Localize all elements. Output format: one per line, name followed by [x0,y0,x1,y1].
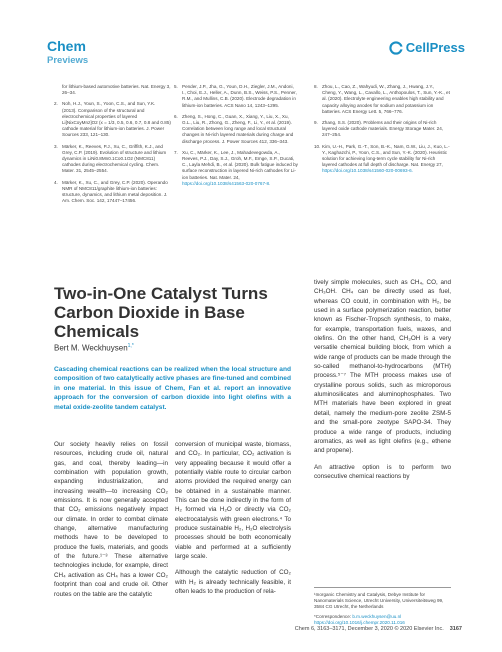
reference-item: 10. Kim, U.-H., Park, G.-T., Son, B.-K., Nam, G.W., Liu, J., Kuo, L.-Y., Kaghazchi, P., Yoon, C.S., and Sun, Y.-K. (2020). Heuristic solution for achieving long-term cycle stability for Ni-rich layered cathodes at full depth of discharge. Nat. Energy 27, https://doi.org/10.1038/s41560-020-00693-6. [314,143,450,174]
publisher-logo[interactable] [389,40,465,55]
reference-item: 4. Märker, K., Xu, C., and Grey, C.P. (2020). Operando NMR of NMC811/graphite lithium-ion batteries: structure, dynamics, and lithium metal deposition. J. Am. Chem. Soc. 142, 17447–17456. [54,179,168,204]
body-paragraph: tively simple molecules, such as CH₄, CO, and CH₃OH. CH₄ can be directly used as fuel, whereas CO could, in combination with H₂, be used in a surface polymerization reaction, better known as Fischer-Tropsch synthesis, to make, for example, transportation fuels, waxes, and olefins. On the other hand, CH₃OH is a very versatile chemical building block, from which a wide range of products can be made through the so-called methanol-to-hydrocarbons (MTH) process.⁵⁻⁷ The MTH process makes use of crystalline porous solids, such as microporous aluminosilicates and aluminophosphates. Two MTH materials have been explored in great detail, namely the medium-pore zeolite ZSM-5 and the small-pore zeotype SAPO-34. They produce a wide range of products, including aromatics, as well as light olefins (e.g., ethene and propene). [314,279,451,455]
body-paragraph: conversion of municipal waste, biomass, and CO₂. In particular, CO₂ activation is very appealing because it would offer a potentially viable route to circular carbon atoms provided the required energy can be obtained in a sustainable manner. This can be done indirectly in the form of H₂ formed via H₂O or directly via CO₂ electrocatalysis with green electrons.⁴ To produce sustainable H₂, H₂O electrolysis processes should be both economically viable and performed at a sufficiently large scale. [175,441,291,561]
page-number: 3167 [449,626,462,632]
article-title: Two-in-One Catalyst Turns Carbon Dioxide in Base Chemicals [54,284,268,341]
page-footer [295,626,462,632]
references-column-2 [174,84,298,192]
cellpress-icon [389,41,403,55]
article-author [54,343,134,353]
correspondence-label: *Correspondence: [314,613,353,619]
reference-item: 9. Zhang, S.S. (2020). Problems and their origins of Ni-rich layered oxide cathode materials. Energy Storage Mater. 24, 247–254. [314,120,444,138]
reference-item: 6. Zheng, S., Hong, C., Guan, X., Xiang, Y., Liu, X., Xu, G.L., Liu, R., Zhong, G., Zheng, F., Li, Y., et al. (2019). Correlation between long range and local structural changes in Ni-rich layered materials during charge and discharge process. J. Power Sources 412, 336–343. [174,113,294,144]
doi-link[interactable]: https://doi.org/10.1038/s41560-020-00693-6. [322,168,413,174]
publisher-name: CellPress [405,40,465,55]
reference-item: 3. Märker, K., Reeves, P.J., Xu, C., Griffith, K.J., and Grey, C.P. (2019). Evolution of structure and lithium dynamics in LiNi0.8Mn0.1Co0.1O2 (NMC811) cathodes during electrochemical cycling. Chem. Mater. 31, 2545–2554. [54,143,167,174]
body-column-1 [54,440,168,606]
reference-item: 5. Pender, J.P., Jha, G., Youn, D.H., Ziegler, J.M., Andoni, I., Choi, E.J., Heller, A., Dunn, B.S., Weiss, P.S., Penner, R.M., and Mullins, C.B. (2020). Electrode degradation in lithium-ion batteries. ACS Nano 14, 1243–1295. [174,84,297,108]
affiliation-text: ¹Inorganic Chemistry and Catalysis, Debye Institute for Nanomaterials Science, Utrecht University, Universiteitsweg 99, 3584 CG Utrecht, the Netherlands [314,592,444,610]
journal-title[interactable]: Chem [47,38,86,54]
reference-item: for lithium-based automotive batteries. Nat. Energy 3, 26–34. [62,84,171,96]
body-column-3 [314,278,451,488]
author-name[interactable]: Bert M. Weckhuysen [54,343,128,353]
doi-link[interactable]: https://doi.org/10.1016/j.chempr.2020.11.016 [314,619,405,625]
reference-item: 2. Noh, H.J., Youn, S., Yoon, C.S., and Sun, Y.K. (2013). Comparison of the structural and electrochemical properties of layered Li[NixCoyMnz]O2 (x = 1/3, 0.5, 0.6, 0.7, 0.8 and 0.85) cathode material for lithium-ion batteries. J. Power Sources 233, 121–130. [54,101,171,138]
body-paragraph: Our society heavily relies on fossil resources, including crude oil, natural gas, and coal, thereby leading—in combination with population growth, expanding industrialization, and increasing wealth—to increasing CO₂ emissions. It is now generally accepted that CO₂ emissions negatively impact our climate. In order to combat climate change, alternative manufacturing methods have to be developed to produce the fuels, materials, and goods of the future.¹⁻³ These alternative technologies include, for example, direct CH₄ activation as CH₄ has a lower CO₂ footprint than coal and crude oil. Other routes on the table are the catalytic [54,441,168,598]
body-column-2 [175,440,291,604]
article-abstract: Cascading chemical reactions can be realized when the local structure and composition of two catalytically active phases are fine-tuned and combined in one material. In this issue of Chem, Fan et al. report an innovative approach for the conversion of carbon dioxide into light olefins with a metal oxide-zeolite tandem catalyst. [54,366,291,411]
affiliation-footnote [314,587,451,626]
doi-link[interactable]: https://doi.org/10.1038/s41563-020-0767-8. [182,180,271,186]
references-column-1 [54,84,171,209]
citation-text: Chem 6, 3163–3171, December 3, 2020 © 2020 Elsevier Inc. [294,626,444,632]
section-label: Previews [47,55,89,66]
reference-item: 7. Xu, C., Märker, K., Lee, J., Mahadevegowda, A., Reeves, P.J., Day, S.J., Groh, M.F., Emge, S.P., Ducati, C., Layla Mehdi, B., et al. (2020). Bulk fatigue induced by surface reconstruction in layered Ni-rich cathodes for Li-ion batteries. Nat. Mater. 24, https://doi.org/10.1038/s41563-020-0767-8. [174,149,298,186]
body-paragraph: An attractive option is to perform two consecutive chemical reactions by [314,463,451,480]
email-link[interactable]: b.m.weckhuysen@uu.nl [352,613,402,619]
page-header [0,0,502,70]
author-marks: 1,* [127,343,134,349]
body-paragraph: Although the catalytic reduction of CO₂ with H₂ is already technically feasible, it often leads to the production of rela- [175,569,291,596]
reference-item: 8. Zhou, L., Cao, Z., Wahyudi, W., Zhang, J., Hwang, J.Y., Cheng, Y., Wang, L., Cavallo, L., Anthopoulos, T., Sun, Y.-K., et al. (2020). Electrolyte engineering enables high stability and capacity alloying anodes for sodium and potassium ion batteries. ACS Energy Lett. 5, 766–776. [314,84,450,114]
references-column-3 [314,84,450,180]
